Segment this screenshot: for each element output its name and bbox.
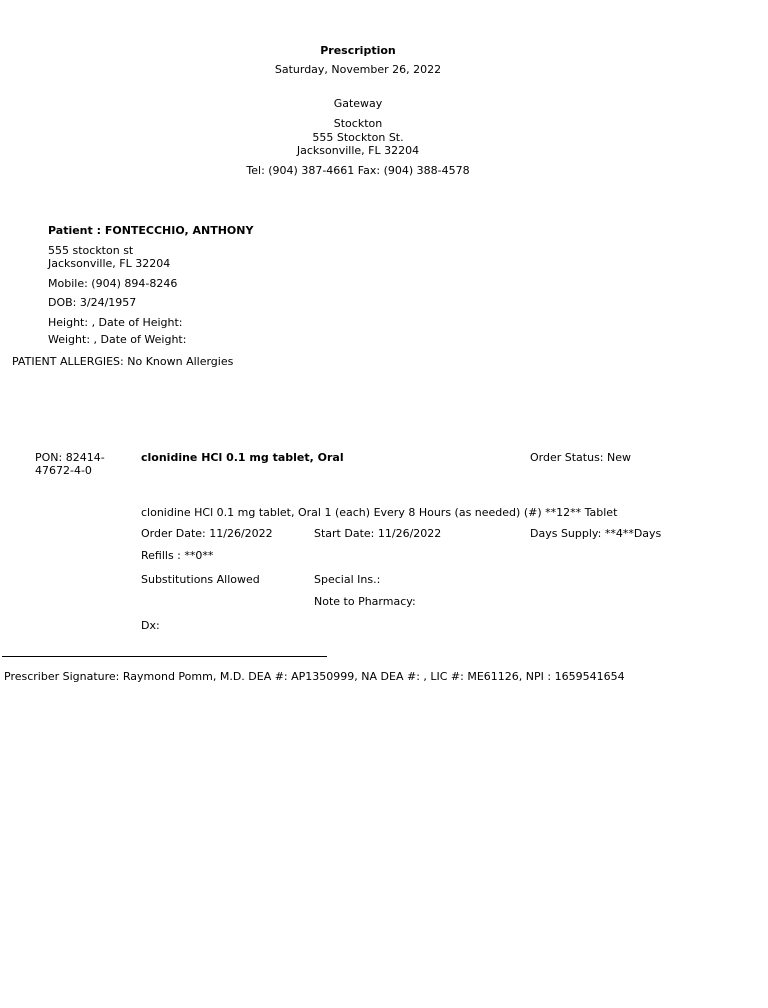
sig-instructions: clonidine HCl 0.1 mg tablet, Oral 1 (each) Every 8 Hours (as needed) (#) **12** Tablet: [141, 506, 618, 519]
note-to-pharmacy: Note to Pharmacy:: [314, 595, 416, 608]
pharmacy-address-line2: Jacksonville, FL 32204: [296, 144, 420, 157]
order-status: Order Status: New: [530, 451, 632, 464]
pharmacy-branch: Stockton: [333, 117, 383, 130]
refills: Refills : **0**: [141, 549, 214, 562]
patient-address-line2: Jacksonville, FL 32204: [48, 257, 171, 270]
substitutions: Substitutions Allowed: [141, 573, 260, 586]
patient-height: Height: , Date of Height:: [48, 316, 183, 329]
patient-address-line1: 555 stockton st: [48, 244, 134, 257]
pon-number-line1: PON: 82414-: [35, 451, 105, 464]
diagnosis: Dx:: [141, 619, 160, 632]
pon-number-line2: 47672-4-0: [35, 464, 92, 477]
pharmacy-phone-fax: Tel: (904) 387-4661 Fax: (904) 388-4578: [246, 164, 470, 177]
prescription-date: Saturday, November 26, 2022: [274, 63, 442, 76]
days-supply: Days Supply: **4**Days: [530, 527, 662, 540]
special-instructions: Special Ins.:: [314, 573, 381, 586]
document-title: Prescription: [320, 44, 396, 57]
patient-mobile: Mobile: (904) 894-8246: [48, 277, 178, 290]
order-date: Order Date: 11/26/2022: [141, 527, 273, 540]
patient-name: Patient : FONTECCHIO, ANTHONY: [48, 224, 254, 237]
prescriber-signature: Prescriber Signature: Raymond Pomm, M.D. DEA #: AP1350999, NA DEA #: , LIC #: ME61126, NPI : 1659541654: [4, 670, 625, 683]
pharmacy-name: Gateway: [333, 97, 383, 110]
drug-title: clonidine HCl 0.1 mg tablet, Oral: [141, 451, 344, 464]
pharmacy-address-line1: 555 Stockton St.: [312, 131, 404, 144]
patient-dob: DOB: 3/24/1957: [48, 296, 137, 309]
patient-weight: Weight: , Date of Weight:: [48, 333, 187, 346]
start-date: Start Date: 11/26/2022: [314, 527, 442, 540]
patient-allergies: PATIENT ALLERGIES: No Known Allergies: [12, 355, 234, 368]
signature-divider: [2, 656, 327, 657]
